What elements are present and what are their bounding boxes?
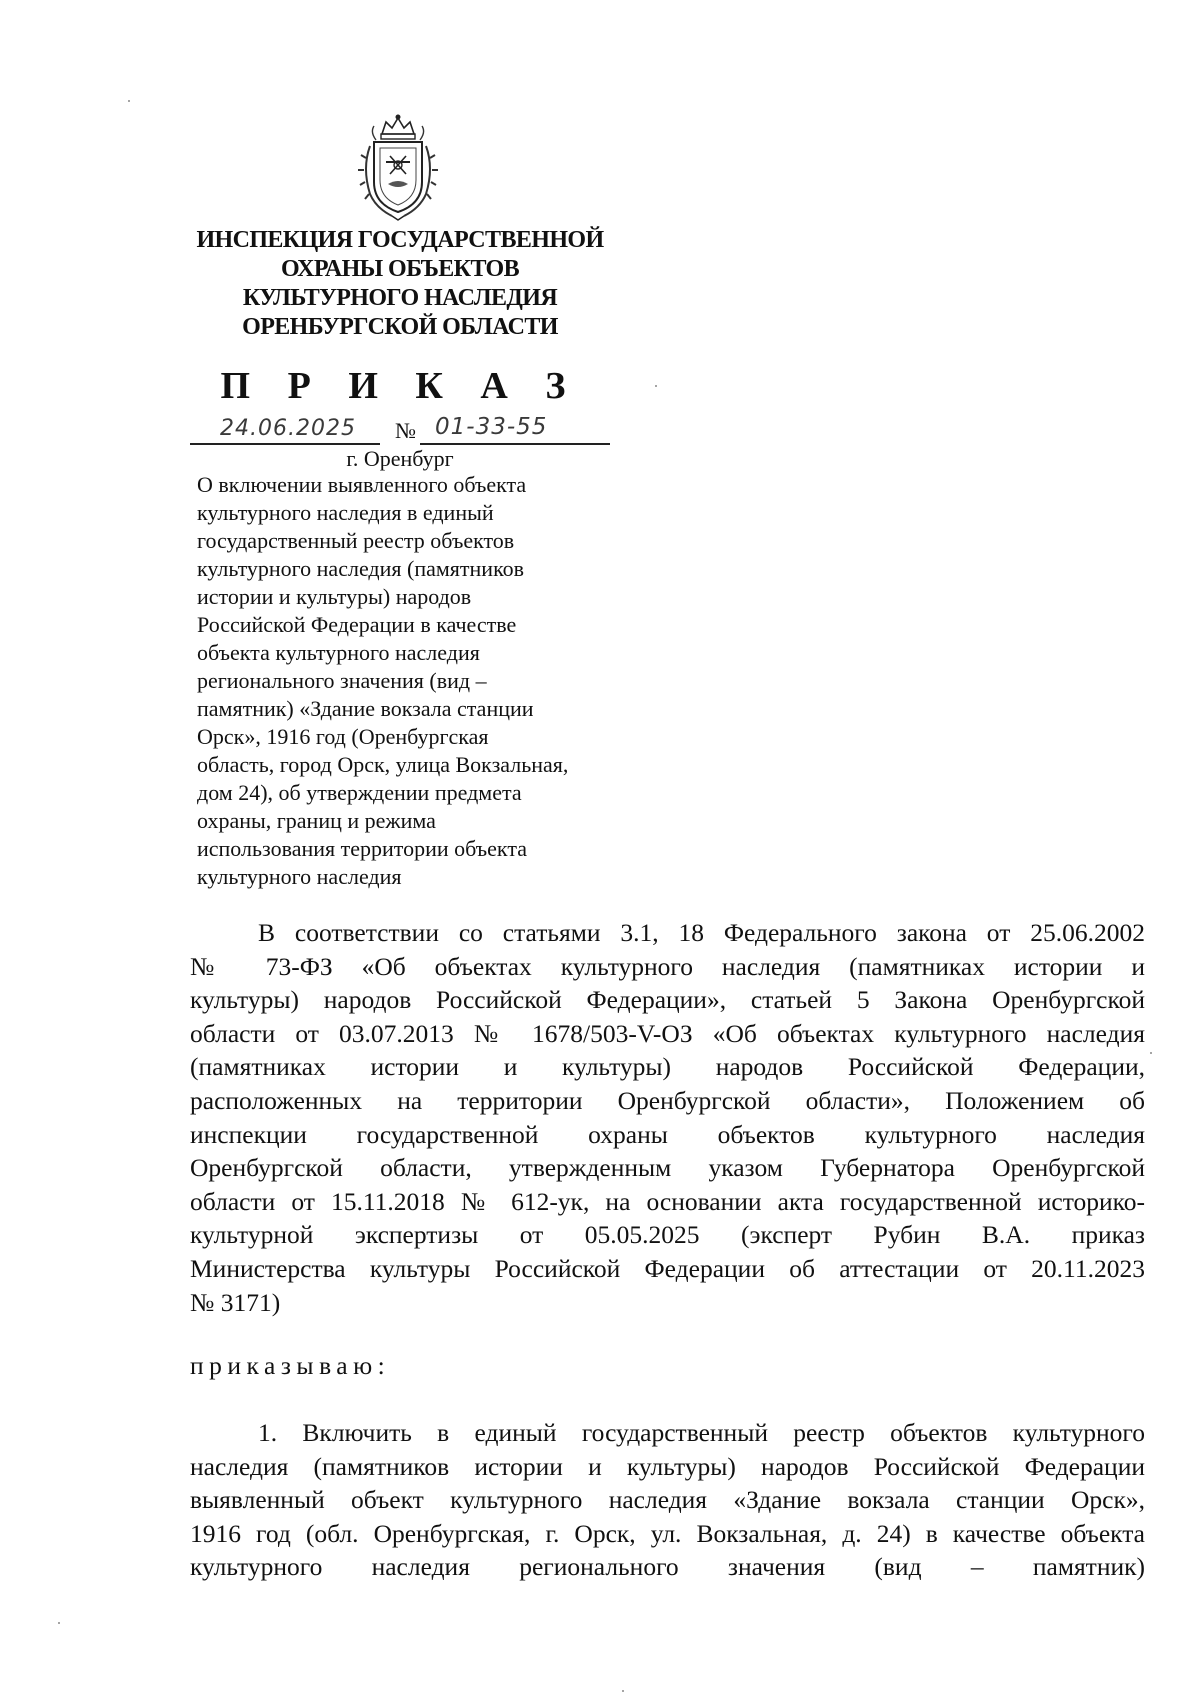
- document-number: 01-33-55: [435, 414, 548, 440]
- subject-line: истории и культуры) народов: [197, 584, 472, 609]
- preamble-line: области от 15.11.2018 № 612-ук, на основании акта государственной историко-: [190, 1186, 1145, 1216]
- item-line: культурного наследия регионального значения (вид – памятник): [190, 1552, 1145, 1582]
- organization-name: [170, 226, 630, 342]
- preamble-line: № 3171): [190, 1287, 281, 1317]
- preamble-line: В соответствии со статьями 3.1, 18 Федерального закона от 25.06.2002: [258, 918, 1145, 947]
- subject-line: объекта культурного наследия: [197, 640, 480, 665]
- subject-line: Российской Федерации в качестве: [197, 612, 517, 637]
- item-line: 1916 год (обл. Оренбургская, г. Орск, ул. Вокзальная, д. 24) в качестве объекта: [190, 1518, 1145, 1548]
- order-item-1: [190, 1416, 1145, 1584]
- organization-line: КУЛЬТУРНОГО НАСЛЕДИЯ: [242, 285, 558, 311]
- number-sign: №: [395, 418, 416, 443]
- document-date: 24.06.2025: [220, 416, 356, 441]
- preamble-line: Министерства культуры Российской Федерации об аттестации от 20.11.2023: [190, 1253, 1145, 1283]
- subject-line: государственный реестр объектов: [197, 528, 515, 553]
- oblast-coat-of-arms-icon: [352, 112, 444, 222]
- preamble-line: расположенных на территории Оренбургской области», Положением об: [190, 1085, 1145, 1115]
- preamble-line: инспекции государственной охраны объектов культурного наследия: [190, 1119, 1145, 1149]
- preamble-line: № 73-ФЗ «Об объектах культурного наследия (памятниках истории и: [190, 951, 1145, 981]
- item-line: наследия (памятников истории и культуры) народов Российской Федерации: [190, 1451, 1145, 1481]
- subject-line: регионального значения (вид –: [197, 668, 487, 693]
- preamble-line: области от 03.07.2013 № 1678/503-V-ОЗ «Об объектах культурного наследия: [190, 1018, 1145, 1048]
- subject-line: памятник) «Здание вокзала станции: [197, 696, 534, 721]
- organization-line: ИНСПЕКЦИЯ ГОСУДАРСТВЕННОЙ: [196, 227, 604, 253]
- subject-line: культурного наследия: [197, 864, 402, 889]
- preamble-line: культуры) народов Российской Федерации», статьей 5 Закона Оренбургской: [190, 985, 1145, 1015]
- number-underline: [420, 443, 610, 445]
- preamble-line: (памятниках истории и культуры) народов Российской Федерации,: [190, 1052, 1145, 1082]
- item-line: выявленный объект культурного наследия «Здание вокзала станции Орск»,: [190, 1485, 1145, 1515]
- subject-line: охраны, границ и режима: [197, 808, 436, 833]
- preamble-line: Оренбургской области, утвержденным указом Губернатора Оренбургской: [190, 1153, 1145, 1183]
- order-word: приказываю:: [190, 1351, 391, 1380]
- subject-line: О включении выявленного объекта: [197, 472, 527, 497]
- subject-line: Орск», 1916 год (Оренбургская: [197, 724, 489, 749]
- registration-line: [190, 414, 610, 446]
- item-line: 1. Включить в единый государственный реестр объектов культурного: [258, 1418, 1145, 1447]
- subject-line: культурного наследия в единый: [197, 500, 494, 525]
- subject-line: область, город Орск, улица Вокзальная,: [197, 752, 569, 777]
- document-city: г. Оренбург: [346, 446, 454, 471]
- organization-line: ОРЕНБУРГСКОЙ ОБЛАСТИ: [242, 314, 558, 340]
- date-underline: [190, 443, 380, 445]
- preamble-line: культурной экспертизы от 05.05.2025 (эксперт Рубин В.А. приказ: [190, 1220, 1145, 1250]
- preamble-paragraph: [190, 916, 1145, 1319]
- organization-line: ОХРАНЫ ОБЪЕКТОВ: [280, 256, 520, 282]
- document-subject: [197, 471, 637, 891]
- document-title: П Р И К А З: [220, 365, 580, 407]
- subject-line: культурного наследия (памятников: [197, 556, 525, 581]
- subject-line: использования территории объекта: [197, 836, 527, 861]
- subject-line: дом 24), об утверждении предмета: [197, 780, 522, 805]
